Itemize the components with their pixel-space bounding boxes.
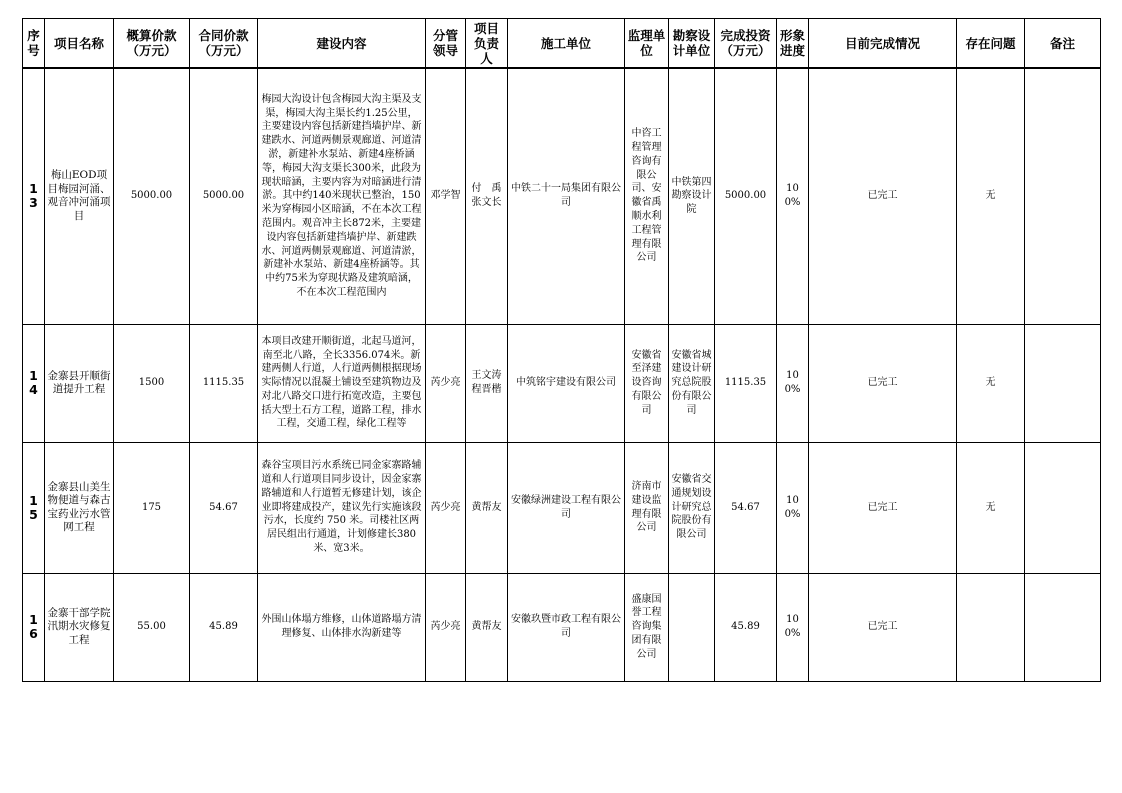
cell-manager: 付 禹张文长 <box>466 68 508 324</box>
cell-supervisor: 盛康国誉工程咨询集团有限公司 <box>625 573 669 681</box>
cell-issues: 无 <box>957 442 1025 573</box>
cell-designer: 安徽省交通规划设计研究总院股份有限公司 <box>669 442 715 573</box>
header-issues: 存在问题 <box>957 19 1025 69</box>
cell-invested: 1115.35 <box>715 324 777 442</box>
cell-status: 已完工 <box>809 573 957 681</box>
header-invested: 完成投资（万元） <box>715 19 777 69</box>
cell-supervisor: 安徽省至泽建设咨询有限公司 <box>625 324 669 442</box>
header-row <box>23 19 1101 69</box>
cell-status: 已完工 <box>809 442 957 573</box>
cell-content: 外围山体塌方维修，山体道路塌方清理修复、山体排水沟新建等 <box>258 573 426 681</box>
cell-designer: 中铁第四勘察设计院 <box>669 68 715 324</box>
cell-issues: 无 <box>957 68 1025 324</box>
cell-leader: 芮少亮 <box>426 442 466 573</box>
cell-progress: 100% <box>777 573 809 681</box>
header-leader: 分管领导 <box>426 19 466 69</box>
cell-project-name: 梅山EOD项目梅园河涌、观音冲河涌项目 <box>45 68 114 324</box>
cell-invested: 54.67 <box>715 442 777 573</box>
cell-remarks <box>1025 324 1101 442</box>
cell-seq: 15 <box>23 442 45 573</box>
cell-leader: 芮少亮 <box>426 573 466 681</box>
table-row <box>23 68 1101 324</box>
header-budget: 概算价款（万元） <box>114 19 190 69</box>
cell-budget: 175 <box>114 442 190 573</box>
cell-remarks <box>1025 573 1101 681</box>
header-builder: 施工单位 <box>508 19 625 69</box>
cell-budget: 5000.00 <box>114 68 190 324</box>
cell-manager: 黄帮友 <box>466 573 508 681</box>
cell-contract: 1115.35 <box>190 324 258 442</box>
cell-builder: 安徽玖暨市政工程有限公司 <box>508 573 625 681</box>
cell-progress: 100% <box>777 324 809 442</box>
header-project-name: 项目名称 <box>45 19 114 69</box>
cell-content: 森谷宝项目污水系统已同金家寨路辅道和人行道项目同步设计，因金家寨路辅道和人行道暂无修建计划，该企业即将建成投产，建议先行实施该段污水，长度约 750 米。司楼社区两居民组出行通道，计划修建长380米、宽3米。 <box>258 442 426 573</box>
header-status: 目前完成情况 <box>809 19 957 69</box>
cell-designer: 安徽省城建设计研究总院股份有限公司 <box>669 324 715 442</box>
cell-project-name: 金寨干部学院汛期水灾修复工程 <box>45 573 114 681</box>
cell-status: 已完工 <box>809 68 957 324</box>
cell-supervisor: 济南市建设监理有限公司 <box>625 442 669 573</box>
cell-remarks <box>1025 442 1101 573</box>
project-table <box>22 18 1101 682</box>
header-contract: 合同价款（万元） <box>190 19 258 69</box>
cell-project-name: 金寨县山美生物便道与森古宝药业污水管网工程 <box>45 442 114 573</box>
cell-builder: 安徽绿洲建设工程有限公司 <box>508 442 625 573</box>
header-remarks: 备注 <box>1025 19 1101 69</box>
cell-seq: 16 <box>23 573 45 681</box>
cell-manager: 黄帮友 <box>466 442 508 573</box>
cell-content: 本项目改建开顺街道，北起马道河，南至北八路，全长3356.074米。新建两侧人行道，人行道两侧根据现场实际情况以混凝土铺设至建筑物边及对北八路交口进行拓宽改造，主要包括大型土石方工程，道路工程，排水工程，交通工程，绿化工程等 <box>258 324 426 442</box>
cell-progress: 100% <box>777 442 809 573</box>
table-row <box>23 573 1101 681</box>
cell-seq: 14 <box>23 324 45 442</box>
cell-remarks <box>1025 68 1101 324</box>
cell-builder: 中筑铭宇建设有限公司 <box>508 324 625 442</box>
cell-designer <box>669 573 715 681</box>
cell-invested: 5000.00 <box>715 68 777 324</box>
cell-leader: 芮少亮 <box>426 324 466 442</box>
cell-issues: 无 <box>957 324 1025 442</box>
cell-project-name: 金寨县开顺街道提升工程 <box>45 324 114 442</box>
cell-content: 梅园大沟设计包含梅园大沟主渠及支渠，梅园大沟主渠长约1.25公里，主要建设内容包括新建挡墙护岸、新建跌水、河道两侧景观廊道、河道清淤，新建补水泵站、新建4座桥涵等，梅园大沟支渠长300米，此段为现状暗涵，主要内容为对暗涵进行清淤。其中约140米现状已整治，150米为穿梅园小区暗涵，不在本次工程范围内。观音冲主长872米，主要建设内容包括新建挡墙护岸、新建跌水、河道两侧景观廊道、河道清淤，新建补水泵站、新建4座桥涵等。其中约75米为穿现状路及建筑暗涵，不在本次工程范围内 <box>258 68 426 324</box>
cell-seq: 13 <box>23 68 45 324</box>
cell-builder: 中铁二十一局集团有限公司 <box>508 68 625 324</box>
cell-invested: 45.89 <box>715 573 777 681</box>
cell-progress: 100% <box>777 68 809 324</box>
header-supervisor: 监理单位 <box>625 19 669 69</box>
header-content: 建设内容 <box>258 19 426 69</box>
cell-budget: 55.00 <box>114 573 190 681</box>
header-progress: 形象进度 <box>777 19 809 69</box>
table-row <box>23 442 1101 573</box>
cell-supervisor: 中咨工程管理咨询有限公司、安徽省禹顺水利工程管理有限公司 <box>625 68 669 324</box>
cell-contract: 5000.00 <box>190 68 258 324</box>
header-seq: 序号 <box>23 19 45 69</box>
cell-leader: 邓学智 <box>426 68 466 324</box>
cell-contract: 54.67 <box>190 442 258 573</box>
cell-issues <box>957 573 1025 681</box>
cell-status: 已完工 <box>809 324 957 442</box>
cell-manager: 王文涛程晋楷 <box>466 324 508 442</box>
cell-contract: 45.89 <box>190 573 258 681</box>
table-row <box>23 324 1101 442</box>
header-designer: 勘察设计单位 <box>669 19 715 69</box>
header-manager: 项目负责人 <box>466 19 508 69</box>
cell-budget: 1500 <box>114 324 190 442</box>
